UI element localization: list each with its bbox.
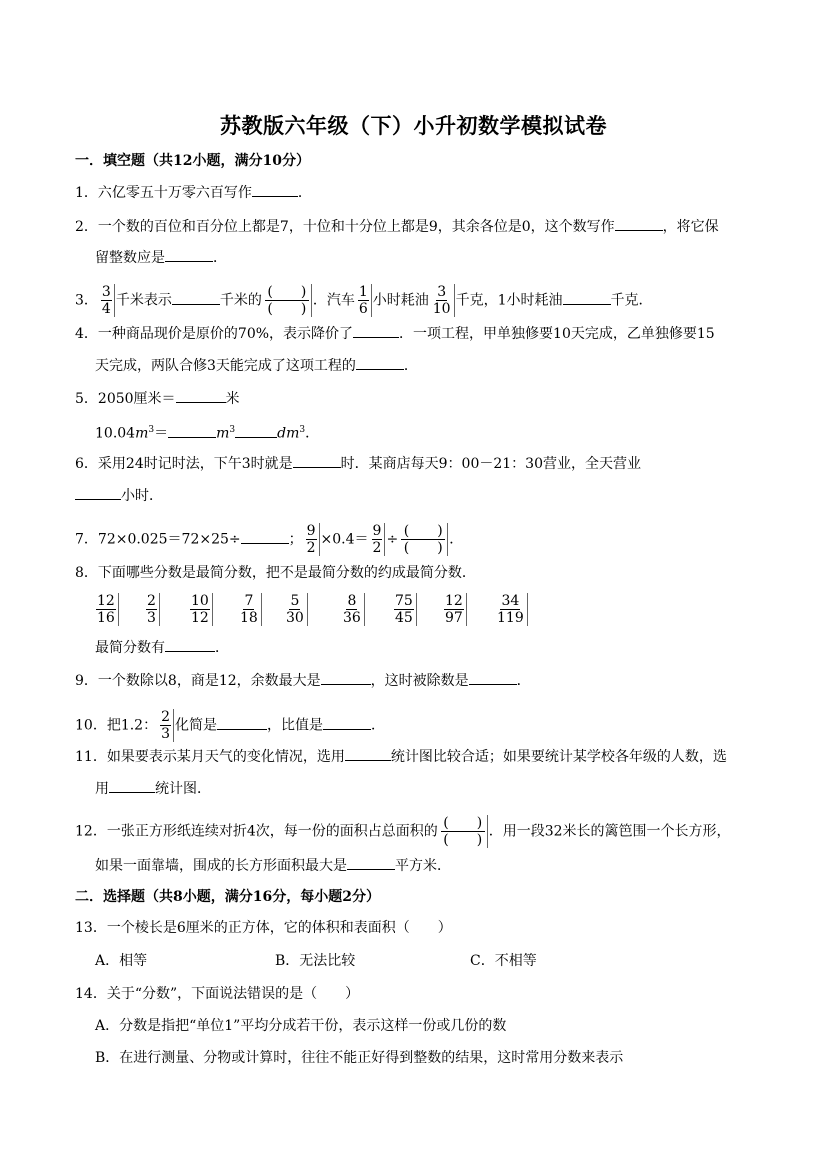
question-12: 12．一张正方形纸连续对折4次，每一份的面积占总面积的 ( ) ( ) ．用一段32米长的篱笆围一个长方形， bbox=[75, 815, 731, 848]
fraction: $\frac{1}{6}$ bbox=[356, 284, 372, 317]
answer-blank[interactable] bbox=[165, 637, 215, 652]
answer-blank[interactable] bbox=[323, 715, 371, 730]
fraction: $\frac{2}{3}$ bbox=[158, 709, 174, 742]
option-a[interactable]: A．相等 bbox=[95, 953, 148, 969]
question-8-answer: 最简分数有 ． bbox=[95, 637, 229, 658]
answer-blank[interactable] bbox=[109, 778, 155, 793]
question-5: 5．2050厘米＝ 米 bbox=[75, 388, 240, 409]
answer-blank[interactable] bbox=[172, 290, 220, 305]
question-13: 13．一个棱长是6厘米的正方体，它的体积和表面积（ ） bbox=[75, 920, 452, 936]
fraction: $\frac{3}{10}$ bbox=[430, 284, 455, 317]
page-title: 苏教版六年级（下）小升初数学模拟试卷 bbox=[220, 113, 607, 138]
question-7: 7．72×0.025＝72×25÷ ； $\frac{9}{2}$ ×0.4＝ $\frac{9}{2}$ ÷ ( ) ( ) ． bbox=[75, 523, 464, 556]
question-8: 8．下面哪些分数是最简分数，把不是最简分数的约成最简分数． bbox=[75, 565, 476, 581]
option-c[interactable]: C．不相等 bbox=[470, 953, 537, 969]
question-4: 4．一种商品现价是原价的70%，表示降价了 ．一项工程，甲单独修要10天完成，乙单独修要15 bbox=[75, 323, 715, 344]
question-11: 11．如果要表示某月天气的变化情况，选用 统计图比较合适；如果要统计某学校各年级的人数，选 bbox=[75, 746, 727, 767]
answer-blank[interactable] bbox=[176, 388, 226, 403]
fraction-item: 7 18 bbox=[237, 593, 262, 626]
answer-blank[interactable] bbox=[241, 529, 289, 544]
fraction: $\frac{9}{2}$ bbox=[370, 523, 386, 556]
fraction: $\frac{9}{2}$ bbox=[304, 523, 320, 556]
answer-blank[interactable] bbox=[469, 670, 517, 685]
fraction-item: 5 30 bbox=[283, 593, 308, 626]
question-6: 6．采用24时记时法，下午3时就是 时．某商店每天9：00－21：30营业，全天营业 bbox=[75, 453, 641, 474]
question-10: 10．把1.2： $\frac{2}{3}$ 化简是 ，比值是 ． bbox=[75, 709, 386, 742]
answer-blank[interactable] bbox=[353, 323, 399, 338]
fraction-item: 12 16 bbox=[94, 593, 119, 626]
question-14: 14．关于“分数”，下面说法错误的是（ ） bbox=[75, 986, 360, 1002]
fraction-blank[interactable]: ( ) ( ) bbox=[263, 284, 312, 317]
question-5-cont: $10.04m^3= m^3$ $dm^3$． bbox=[95, 420, 319, 444]
answer-blank[interactable] bbox=[615, 216, 663, 231]
option-b[interactable]: B．无法比较 bbox=[275, 953, 356, 969]
section-2-heading: 二．选择题（共8小题，满分16分，每小题2分） bbox=[75, 889, 380, 905]
fraction-blank[interactable]: ( ) ( ) bbox=[439, 815, 488, 848]
section-1-heading: 一．填空题（共12小题，满分10分） bbox=[75, 153, 310, 169]
fraction-item: 8 36 bbox=[340, 593, 365, 626]
question-4-cont: 天完成，两队合修3天能完成了这项工程的 ． bbox=[95, 355, 418, 376]
answer-blank[interactable] bbox=[252, 182, 298, 197]
question-12-cont: 如果一面靠墙，围成的长方形面积最大是 平方米． bbox=[95, 855, 451, 876]
answer-blank[interactable] bbox=[235, 423, 277, 438]
answer-blank[interactable] bbox=[563, 290, 611, 305]
question-11-cont: 用 统计图． bbox=[95, 778, 211, 799]
fraction: $\frac{3}{4}$ bbox=[99, 284, 115, 317]
question-1: 1．六亿零五十万零六百写作 ． bbox=[75, 182, 312, 203]
question-6-cont: 小时． bbox=[75, 485, 163, 506]
fraction-item: 12 97 bbox=[442, 593, 467, 626]
question-2-cont: 留整数应是 ． bbox=[95, 247, 227, 268]
answer-blank[interactable] bbox=[356, 355, 404, 370]
question-3: 3． $\frac{3}{4}$ 千米表示 千米的 ( ) ( ) ．汽车 $\frac{1}{6}$ 小时耗油 $\frac{3}{10}$ 千克，1小时耗油 千克． bbox=[75, 284, 653, 317]
answer-blank[interactable] bbox=[321, 670, 371, 685]
fraction-item: 2 3 bbox=[144, 593, 160, 626]
answer-blank[interactable] bbox=[347, 855, 395, 870]
answer-blank[interactable] bbox=[165, 247, 213, 262]
answer-blank[interactable] bbox=[168, 423, 216, 438]
option-b[interactable]: B．在进行测量、分物或计算时，往往不能正好得到整数的结果，这时常用分数来表示 bbox=[95, 1050, 624, 1066]
question-2: 2．一个数的百位和百分位上都是7，十位和十分位上都是9，其余各位是0，这个数写作 ，将它保 bbox=[75, 216, 719, 237]
fraction-item: 75 45 bbox=[392, 593, 417, 626]
answer-blank[interactable] bbox=[75, 485, 121, 500]
fraction-blank[interactable]: ( ) ( ) bbox=[399, 523, 448, 556]
answer-blank[interactable] bbox=[345, 746, 391, 761]
fraction-item: 10 12 bbox=[188, 593, 213, 626]
question-9: 9．一个数除以8，商是12，余数最大是 ，这时被除数是 ． bbox=[75, 670, 531, 691]
answer-blank[interactable] bbox=[217, 715, 267, 730]
fraction-item: 34 119 bbox=[494, 593, 528, 626]
option-a[interactable]: A．分数是指把“单位1”平均分成若干份，表示这样一份或几份的数 bbox=[95, 1018, 507, 1034]
answer-blank[interactable] bbox=[293, 453, 341, 468]
